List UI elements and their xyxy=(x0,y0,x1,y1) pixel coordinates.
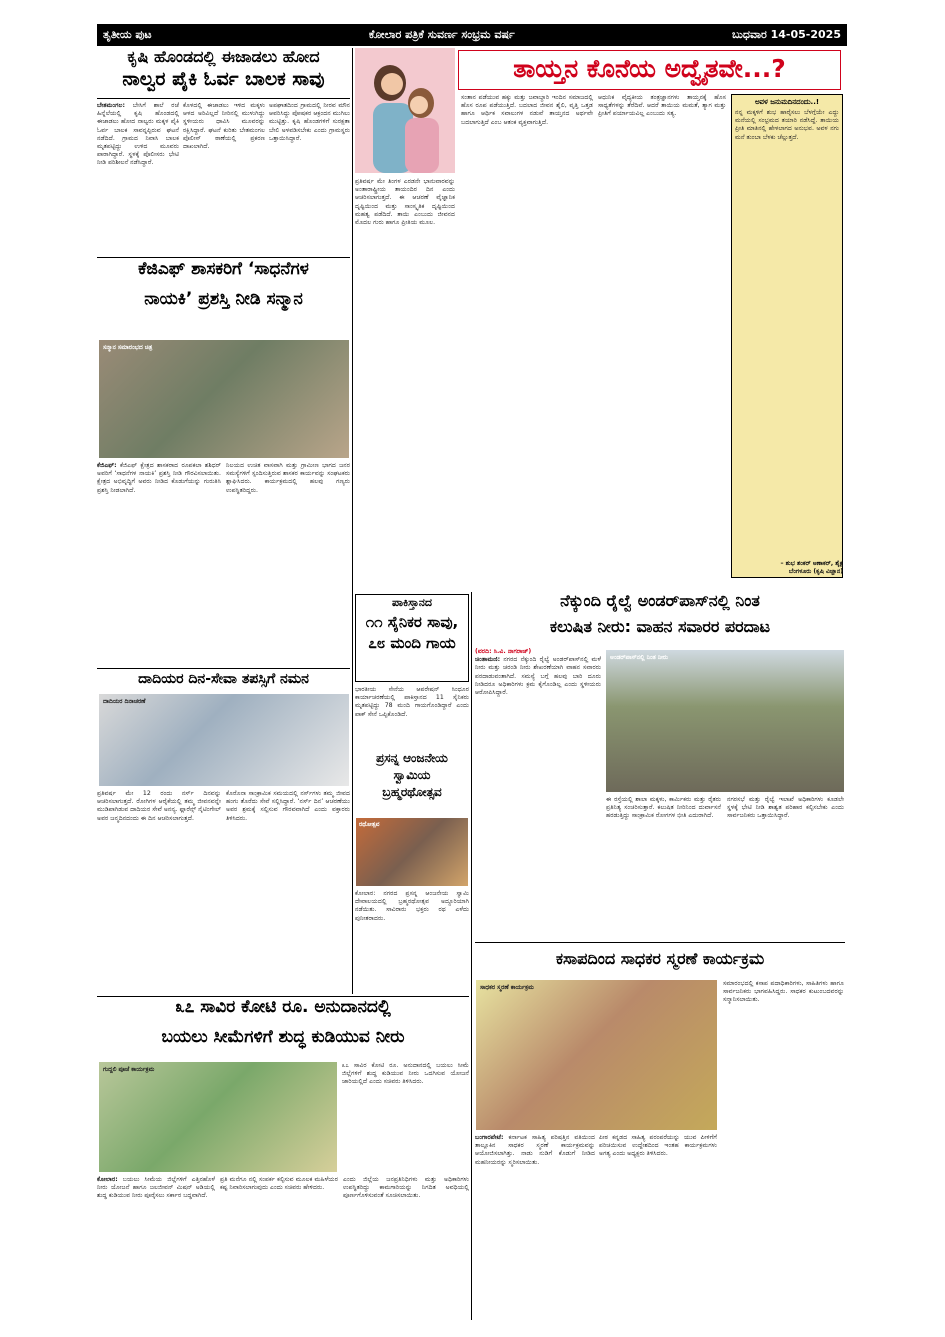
paper-tagline: ಕೋಲಾರ ಪತ್ರಿಕೆ ಸುವರ್ಣ ಸಂಭ್ರಮ ವರ್ಷ xyxy=(368,28,515,41)
water-scheme-photo xyxy=(99,1062,337,1172)
kgf-headline-line1: ಕೆಜಿಎಫ್ ಶಾಸಕರಿಗೆ ‘ಸಾಧನೆಗಳ xyxy=(138,260,309,279)
pakistan-headline-box xyxy=(355,594,469,682)
mothers-day-headline-box xyxy=(458,50,841,90)
railway-dateline: ಚಿಂತಾಮಣಿ: xyxy=(475,656,501,664)
mothers-day-sidebar xyxy=(731,94,843,578)
sidebar-title: ಅವಳ ಜನುಮದಿನದಂದು..! xyxy=(754,98,820,106)
nurses-col-1: ಪ್ರತಿವರ್ಷ ಮೇ 12 ರಂದು ನರ್ಸ್ ದಿನವನ್ನು ಆಚರಿಸಲಾಗುತ್ತದೆ. ರೋಗಿಗಳ ಆರೈಕೆಯಲ್ಲಿ ತಮ್ಮ ಜೀವನವನ್ನೇ ಮುಡಿಪಾಗಿಡುವ ದಾದಿಯರ ಸೇವೆ ಅನನ್ಯ. ಫ್ಲಾರೆನ್ಸ್ ನೈಟಿಂಗೇಲ್ ಅವರ ಜನ್ಮದಿನದಂದು ಈ ದಿನ ಆಚರಿಸಲಾಗುತ್ತದೆ. xyxy=(97,790,221,822)
kgf-dateline: ಕೆಜಿಎಫ್: xyxy=(97,462,117,469)
farm-pond-headline-block xyxy=(97,48,350,96)
nurses-col-2: ಕೊರೊನಾ ಸಾಂಕ್ರಾಮಿಕ ಸಮಯದಲ್ಲಿ ನರ್ಸ್‌ಗಳು ತಮ್ಮ ಜೀವದ ಹಂಗು ತೊರೆದು ಸೇವೆ ಸಲ್ಲಿಸಿದ್ದಾರೆ. ‘ನರ್ಸ್ ದಿನ’ ಆಚರಣೆಯು ಅವರ ಶ್ರಮಕ್ಕೆ ಸಲ್ಲಿಸುವ ಗೌರವವಾಗಿದೆ ಎಂದು ವಕ್ತಾರರು ತಿಳಿಸಿದರು. xyxy=(226,790,350,822)
kgf-col-2: ನಿಲಯದ ಉಚಿತ ವಾಸವಾಗಿ ಮತ್ತು ಗ್ರಾಮೀಣ ಭಾಗದ ಜನರ ಸಮಸ್ಯೆಗಳಿಗೆ ಸ್ಪಂದಿಸುತ್ತಿರುವ ಶಾಸಕರ ಕಾರ್ಯವನ್ನು ಸಂಘಟಕರು ಶ್ಲಾಘಿಸಿದರು. ಕಾರ್ಯಕ್ರಮದಲ್ಲಿ ಹಲವು ಗಣ್ಯರು ಉಪಸ್ಥಿತರಿದ್ದರು. xyxy=(226,462,350,494)
mothers-day-byline-block xyxy=(731,560,843,580)
mothers-day-headline: ತಾಯ್ತನ ಕೊನೆಯ ಅದ್ವೈತವೇ...? xyxy=(513,54,786,83)
railway-headline-line2: ಕಲುಷಿತ ನೀರು: ವಾಹನ ಸವಾರರ ಪರದಾಟ xyxy=(549,617,771,637)
water-col-2: ಪ್ರತಿ ಮನೆಗೂ ನಲ್ಲಿ ಸಂಪರ್ಕ ಕಲ್ಪಿಸುವ ಮೂಲಕ ಮಹಿಳೆಯರ ಕಷ್ಟ ನಿವಾರಿಸಲಾಗುವುದು ಎಂದು ಸಚಿವರು ಹೇಳಿದರು. xyxy=(220,1176,338,1192)
farm-pond-headline-line1: ಕೃಷಿ ಹೊಂಡದಲ್ಲಿ ಈಜಾಡಲು ಹೋದ xyxy=(127,48,320,66)
kasapa-dateline: ಬಂಗಾರಪೇಟೆ: xyxy=(475,1134,504,1141)
pakistan-headline-line2: ೧೧ ಸೈನಿಕರ ಸಾವು, xyxy=(365,612,459,631)
prasanna-text: ಕೋಲಾರ: ನಗರದ ಪ್ರಸನ್ನ ಆಂಜನೇಯ ಸ್ವಾಮಿ ದೇವಾಲಯದಲ್ಲಿ ಬ್ರಹ್ಮರಥೋತ್ಸವ ಅದ್ದೂರಿಯಾಗಿ ನಡೆಯಿತು. ಸಾವಿರಾರು ಭಕ್ತರು ರಥ ಎಳೆದು ಪುನೀತರಾದರು. xyxy=(355,890,469,922)
railway-col-2: ಈ ರಸ್ತೆಯಲ್ಲಿ ಶಾಲಾ ಮಕ್ಕಳು, ಕಾರ್ಮಿಕರು ಮತ್ತು ರೈತರು ಪ್ರತಿನಿತ್ಯ ಸಂಚರಿಸುತ್ತಾರೆ. ಕಲುಷಿತ ನೀರಿನಿಂದ ದುರ್ವಾಸನೆ ಹರಡುತ್ತಿದ್ದು ಸಾಂಕ್ರಾಮಿಕ ರೋಗಗಳ ಭೀತಿ ಎದುರಾಗಿದೆ. xyxy=(606,796,721,820)
kasapa-col-1 xyxy=(475,1134,595,1320)
water-headline-block xyxy=(97,998,469,1058)
railway-byline: (ವರದಿ: ಸಿ.ವಿ. ನಾಗರಾಜ್) xyxy=(475,648,532,655)
divider xyxy=(97,98,350,99)
pakistan-text: ಭಾರತೀಯ ಸೇನೆಯ ಆಪರೇಷನ್ ಸಿಂಧೂರ ಕಾರ್ಯಾಚರಣೆಯಲ್ಲಿ ಪಾಕಿಸ್ತಾನದ 11 ಸೈನಿಕರು ಮೃತಪಟ್ಟಿದ್ದು 78 ಮಂದಿ ಗಾಯಗೊಂಡಿದ್ದಾರೆ ಎಂದು ಪಾಕ್ ಸೇನೆ ಒಪ್ಪಿಕೊಂಡಿದೆ. xyxy=(355,686,469,718)
nurses-day-photo xyxy=(99,694,349,786)
railway-col-3: ನಗರಸಭೆ ಮತ್ತು ರೈಲ್ವೆ ಇಲಾಖೆ ಅಧಿಕಾರಿಗಳು ಕೂಡಲೇ ಸ್ಥಳಕ್ಕೆ ಭೇಟಿ ನೀಡಿ ಶಾಶ್ವತ ಪರಿಹಾರ ಕಲ್ಪಿಸಬೇಕು ಎಂದು ಸಾರ್ವಜನಿಕರು ಒತ್ತಾಯಿಸಿದ್ದಾರೆ. xyxy=(727,796,844,820)
kgf-headline-line2: ನಾಯಕಿ’ ಪ್ರಶಸ್ತಿ ನೀಡಿ ಸನ್ಮಾನ xyxy=(144,288,303,309)
railway-headline-line1: ನೆಕ್ಕುಂದಿ ರೈಲ್ವೆ ಅಂಡರ್‌ಪಾಸ್‌ನಲ್ಲಿ ನಿಂತ xyxy=(560,592,760,610)
divider xyxy=(97,996,469,997)
mothers-day-byline: – ಶುಭ ಶಂಕರ್ ಅಣಾಕರ್, ಶೈಕ್ಷ xyxy=(780,560,843,567)
prasanna-headline-line3: ಬ್ರಹ್ಮರಥೋತ್ಸವ xyxy=(382,784,442,799)
mothers-day-byline-place: ಬೆಂಗಳೂರು (ಕೃಷಿ ವಿಜ್ಞಾನ) xyxy=(788,568,843,575)
kgf-col-1 xyxy=(97,462,221,664)
mothers-day-col-1: ಪ್ರತಿವರ್ಷ ಮೇ ತಿಂಗಳ ಎರಡನೇ ಭಾನುವಾರವನ್ನು ಅಂತಾರಾಷ್ಟ್ರೀಯ ತಾಯಂದಿರ ದಿನ ಎಂದು ಆಚರಿಸಲಾಗುತ್ತದೆ. ಈ ಆಚರಣೆ ವೈಜ್ಞಾನಿಕ ದೃಷ್ಟಿಯಿಂದ ಮತ್ತು ಸಾಂಸ್ಕೃತಿಕ ದೃಷ್ಟಿಯಿಂದ ಮಹತ್ವ ಪಡೆದಿದೆ. ತಾಯಿ ಎಂಬುದು ಜೀವನದ ಮೊದಲ ಗುರು ಹಾಗೂ ಪ್ರೀತಿಯ ಮೂಲ. xyxy=(355,178,455,227)
prasanna-headline-line1: ಪ್ರಸನ್ನ ಆಂಜನೇಯ xyxy=(376,752,448,765)
kasapa-col-3: ಸಮಾರಂಭದಲ್ಲಿ ಕಸಾಪ ಪದಾಧಿಕಾರಿಗಳು, ಸಾಹಿತಿಗಳು ಹಾಗೂ ಸಾರ್ವಜನಿಕರು ಭಾಗವಹಿಸಿದ್ದರು. ಸಾಧಕರ ಕುಟುಂಬದವರನ್ನು ಸನ್ಮಾನಿಸಲಾಯಿತು. xyxy=(723,980,844,1004)
kgf-photo-label: ಸನ್ಮಾನ ಸಮಾರಂಭದ ಚಿತ್ರ xyxy=(103,344,153,351)
water-col-4: ೩೭ ಸಾವಿರ ಕೋಟಿ ರೂ. ಅನುದಾನದಲ್ಲಿ ಬಯಲು ಸೀಮೆ ಜಿಲ್ಲೆಗಳಿಗೆ ಶುದ್ಧ ಕುಡಿಯುವ ನೀರು ಒದಗಿಸುವ ಯೋಜನೆ ಜಾರಿಯಲ್ಲಿದೆ ಎಂದು ಸಚಿವರು ತಿಳಿಸಿದರು. xyxy=(342,1062,469,1086)
sidebar-text: ನನ್ನ ಮಕ್ಕಳಿಗೆ ಶುಭ ಹಾರೈಸಲು ಬೆಳಗ್ಗೆಯೇ ಎದ್ದು ಮನೆಯಲ್ಲಿ ಸಂಭ್ರಮದ ತಯಾರಿ ನಡೆಸಿದ್ದೆ. ತಾಯಿಯ ಪ್ರೀತಿ ಮಾತಿನಲ್ಲಿ ಹೇಳಲಾಗದ ಅನುಭವ. ಅವಳ ನಗು ಮನೆ ತುಂಬಾ ಬೆಳಕು ಚೆಲ್ಲುತ್ತದೆ. xyxy=(735,109,839,141)
water-headline-line2: ಬಯಲು ಸೀಮೆಗಳಿಗೆ ಶುದ್ಧ ಕುಡಿಯುವ ನೀರು xyxy=(161,1026,405,1047)
water-headline-line1: ೩೭ ಸಾವಿರ ಕೋಟಿ ರೂ. ಅನುದಾನದಲ್ಲಿ xyxy=(175,998,391,1017)
kgf-award-photo xyxy=(99,340,349,458)
prasanna-photo-label: ರಥೋತ್ಸವ xyxy=(359,821,380,828)
kgf-headline-block xyxy=(97,260,350,336)
farm-pond-headline-line2: ನಾಲ್ವರ ಪೈಕಿ ಓರ್ವ ಬಾಲಕ ಸಾವು xyxy=(122,68,325,91)
mother-daughter-illustration xyxy=(355,48,455,173)
water-col-3: ಎಂದು ಜಿಲ್ಲೆಯ ಜನಪ್ರತಿನಿಧಿಗಳು ಮತ್ತು ಅಧಿಕಾರಿಗಳು ಉಪಸ್ಥಿತರಿದ್ದು ಕಾಮಗಾರಿಯನ್ನು ನಿಗದಿತ ಅವಧಿಯಲ್ಲಿ ಪೂರ್ಣಗೊಳಿಸುವಂತೆ ಸೂಚಿಸಲಾಯಿತು. xyxy=(343,1176,469,1200)
farm-pond-text-1: ಬೇಸಿಗೆ ಶಾಲೆ ರಜೆ ಹಿನ್ನೆಲೆಯಲ್ಲಿ ಕೃಷಿ ಹೊಂಡದಲ್ಲಿ ಈಜಾಡಲು ಹೋದ ನಾಲ್ವರು ಮಕ್ಕಳ ಪೈಕಿ ಓರ್ವ ಬಾಲಕ ಸಾವನ್ನಪ್ಪಿರುವ ಘಟನೆ ನಡೆದಿದೆ. ಗ್ರಾಮದ ನಿವಾಸಿ ಬಾಲಕ ಮೃತಪಟ್ಟಿದ್ದು ಉಳಿದ ಮೂವರು ಪಾರಾಗಿದ್ದಾರೆ. ಸ್ಥಳಕ್ಕೆ ಪೊಲೀಸರು ಭೇಟಿ ನೀಡಿ ಪರಿಶೀಲನೆ ನಡೆಸಿದ್ದಾರೆ. xyxy=(97,102,179,167)
pakistan-headline-line3: ೭೮ ಮಂದಿ ಗಾಯ xyxy=(368,633,456,652)
water-col-1 xyxy=(97,1176,215,1320)
masthead xyxy=(97,24,847,46)
mothers-day-col-3: ಆಧುನಿಕ ವೈದ್ಯಕೀಯ ತಂತ್ರಜ್ಞಾನಗಳು ತಾಯ್ತನಕ್ಕೆ ಹೊಸ ಸಾಧ್ಯತೆಗಳನ್ನು ತೆರೆದಿವೆ. ಆದರೆ ತಾಯಿಯ ಮಮತೆ, ತ್ಯಾಗ ಮತ್ತು ಪ್ರೀತಿಗೆ ಪರ್ಯಾಯವಿಲ್ಲ ಎಂಬುದು ಸತ್ಯ. xyxy=(598,94,726,118)
divider xyxy=(97,257,350,258)
kasapa-photo-label: ಸಾಧಕರ ಸ್ಮರಣೆ ಕಾರ್ಯಕ್ರಮ xyxy=(480,984,534,991)
column-divider xyxy=(352,48,353,994)
railway-col-1 xyxy=(475,648,601,938)
railway-photo-label: ಅಂಡರ್‌ಪಾಸ್‌ನಲ್ಲಿ ನಿಂತ ನೀರು xyxy=(610,654,669,661)
kgf-text-1: ಕೆಜಿಎಫ್ ಕ್ಷೇತ್ರದ ಶಾಸಕರಾದ ರೂಪಕಲಾ ಶಶಿಧರ್ ಅವರಿಗೆ ‘ಸಾಧನೆಗಳ ನಾಯಕಿ’ ಪ್ರಶಸ್ತಿ ನೀಡಿ ಗೌರವಿಸಲಾಯಿತು. ಕ್ಷೇತ್ರದ ಅಭಿವೃದ್ಧಿಗೆ ಅವರು ನೀಡಿದ ಕೊಡುಗೆಯನ್ನು ಗುರುತಿಸಿ ಪ್ರಶಸ್ತಿ ನೀಡಲಾಗಿದೆ. xyxy=(97,462,221,494)
prasanna-headline-line2: ಸ್ವಾಮಿಯ xyxy=(393,767,431,782)
water-photo-label: ಗುದ್ದಲಿ ಪೂಜೆ ಕಾರ್ಯಕ್ರಮ xyxy=(103,1066,155,1073)
divider xyxy=(475,942,845,943)
nurses-day-headline: ದಾದಿಯರ ದಿನ-ಸೇವಾ ತಪಸ್ಸಿಗೆ ನಮನ xyxy=(138,671,309,687)
page-label: ತೃತೀಯ ಪುಟ xyxy=(103,28,152,41)
water-dateline: ಕೋಲಾರ: xyxy=(97,1176,118,1183)
railway-underpass-photo xyxy=(606,650,844,792)
farm-pond-col-1 xyxy=(97,102,179,254)
prasanna-photo xyxy=(356,818,468,886)
nurses-photo-label: ದಾದಿಯರ ದಿನಾಚರಣೆ xyxy=(103,698,146,705)
mothers-day-col-2: ಸಂತಾನ ಪಡೆಯುವ ಹಕ್ಕು ಮತ್ತು ಜವಾಬ್ದಾರಿ ಇಂದಿನ ಸಮಾಜದಲ್ಲಿ ಹೊಸ ರೂಪ ಪಡೆಯುತ್ತಿದೆ. ಬದಲಾದ ಜೀವನ ಶೈಲಿ, ವೃತ್ತಿ ಒತ್ತಡ ಹಾಗೂ ಆರ್ಥಿಕ ಸವಾಲುಗಳ ನಡುವೆ ತಾಯ್ತನದ ಅರ್ಥವೇ ಬದಲಾಗುತ್ತಿದೆ ಎಂಬ ಆತಂಕ ವ್ಯಕ್ತವಾಗುತ್ತಿದೆ. xyxy=(461,94,593,126)
farm-pond-col-2: ಕೊಳದಲ್ಲಿ ಈಜಾಡಲು ಇಳಿದ ಮಕ್ಕಳು ಆಳದ ಅರಿವಿಲ್ಲದೆ ನೀರಿನಲ್ಲಿ ಮುಳುಗಿದ್ದು ಸ್ಥಳೀಯರು ಧಾವಿಸಿ ಮೂವರನ್ನು ರಕ್ಷಿಸಿದ್ದಾರೆ. ಘಟನೆ ಕುರಿತು ಬೇತಮಂಗಲ ಪೊಲೀಸ್ ಠಾಣೆಯಲ್ಲಿ ಪ್ರಕರಣ ದಾಖಲಾಗಿದೆ. xyxy=(183,102,265,151)
farm-pond-dateline: ಬೇತಮಂಗಲ: xyxy=(97,102,125,109)
railway-text-1: ನಗರದ ನೆಕ್ಕುಂದಿ ರೈಲ್ವೆ ಅಂಡರ್‌ಪಾಸ್‌ನಲ್ಲಿ ಮಳೆ ನೀರು ಮತ್ತು ಚರಂಡಿ ನೀರು ಶೇಖರಣೆಯಾಗಿ ವಾಹನ ಸವಾರರು ಪರದಾಡುವಂತಾಗಿದೆ. ಸಮಸ್ಯೆ ಬಗ್ಗೆ ಹಲವು ಬಾರಿ ದೂರು ನೀಡಿದರೂ ಅಧಿಕಾರಿಗಳು ಕ್ರಮ ಕೈಗೊಂಡಿಲ್ಲ ಎಂದು ಸ್ಥಳೀಯರು ಆರೋಪಿಸಿದ್ದಾರೆ. xyxy=(475,656,601,697)
pakistan-headline-line1: ಪಾಕಿಸ್ತಾನದ xyxy=(392,596,432,609)
water-text-1: ಬಯಲು ಸೀಮೆಯ ಜಿಲ್ಲೆಗಳಿಗೆ ಎತ್ತಿನಹೊಳೆ ನೀರು ಯೋಜನೆ ಹಾಗೂ ಜಲಜೀವನ್ ಮಿಷನ್ ಅಡಿಯಲ್ಲಿ ಶುದ್ಧ ಕುಡಿಯುವ ನೀರು ಪೂರೈಸಲು ಸರ್ಕಾರ ಬದ್ಧವಾಗಿದೆ. xyxy=(97,1176,215,1200)
divider xyxy=(97,668,350,669)
railway-headline-block xyxy=(475,592,845,644)
kasapa-text-1: ಕರ್ನಾಟಕ ಸಾಹಿತ್ಯ ಪರಿಷತ್ತಿನ ವತಿಯಿಂದ ತಾಲ್ಲೂಕಿನ ಸಾಧಕರ ಸ್ಮರಣೆ ಕಾರ್ಯಕ್ರಮವನ್ನು ಆಯೋಜಿಸಲಾಗಿತ್ತು. ನಾಡು ನುಡಿಗೆ ಕೊಡುಗೆ ನೀಡಿದ ಮಹನೀಯರನ್ನು ಸ್ಮರಿಸಲಾಯಿತು. xyxy=(475,1134,595,1166)
kasapa-photo xyxy=(476,980,717,1130)
kasapa-headline: ಕಸಾಪದಿಂದ ಸಾಧಕರ ಸ್ಮರಣೆ ಕಾರ್ಯಕ್ರಮ xyxy=(555,950,765,968)
prasanna-headline-block xyxy=(355,752,469,814)
issue-date: ಬುಧವಾರ 14-05-2025 xyxy=(731,28,841,41)
farm-pond-col-3: ಅಪಘಾತದಿಂದ ಗ್ರಾಮದಲ್ಲಿ ನೀರವ ಮೌನ ಆವರಿಸಿದ್ದು ಪೋಷಕರ ಆಕ್ರಂದನ ಮುಗಿಲು ಮುಟ್ಟಿತ್ತು. ಕೃಷಿ ಹೊಂಡಗಳಿಗೆ ಸುರಕ್ಷತಾ ಬೇಲಿ ಅಳವಡಿಸಬೇಕು ಎಂದು ಗ್ರಾಮಸ್ಥರು ಒತ್ತಾಯಿಸಿದ್ದಾರೆ. xyxy=(269,102,350,142)
kasapa-col-2: ಪೀಠ ಕನ್ನಡದ ಸಾಹಿತ್ಯ ಪರಂಪರೆಯನ್ನು ಯುವ ಪೀಳಿಗೆಗೆ ಪರಿಚಯಿಸುವ ಉದ್ದೇಶದಿಂದ ಇಂತಹ ಕಾರ್ಯಕ್ರಮಗಳು ಅಗತ್ಯ ಎಂದು ಅಧ್ಯಕ್ಷರು ತಿಳಿಸಿದರು. xyxy=(599,1134,717,1158)
column-divider xyxy=(471,592,472,1320)
